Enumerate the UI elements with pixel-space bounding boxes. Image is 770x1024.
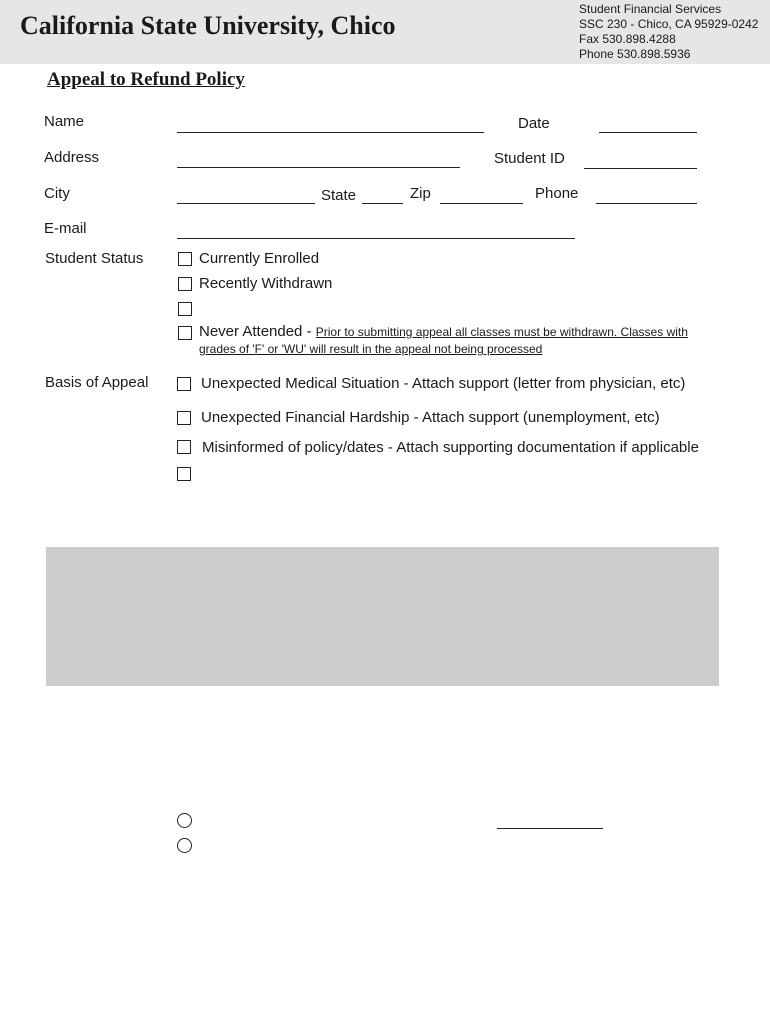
never-attended-label: Never Attended - xyxy=(199,323,312,340)
name-field[interactable] xyxy=(177,132,484,133)
office-address: SSC 230 - Chico, CA 95929-0242 xyxy=(579,17,759,31)
basis-of-appeal-label: Basis of Appeal xyxy=(45,374,149,391)
state-label: State xyxy=(321,187,357,204)
office-fax: Fax 530.898.4288 xyxy=(579,32,676,46)
medical-checkbox[interactable] xyxy=(177,377,191,391)
student-id-label: Student ID xyxy=(494,150,565,167)
letterhead xyxy=(0,0,770,64)
city-field[interactable] xyxy=(177,203,315,204)
phone-label: Phone xyxy=(535,185,579,202)
financial-hardship-checkbox[interactable] xyxy=(177,411,191,425)
never-attended-note-line-1: Prior to submitting appeal all classes must be withdrawn. Classes with xyxy=(315,325,688,339)
recently-withdrawn-label: Recently Withdrawn xyxy=(199,275,333,292)
zip-label: Zip xyxy=(410,185,431,202)
city-label: City xyxy=(44,185,70,202)
radio-option-2[interactable] xyxy=(177,838,192,853)
radio-option-1[interactable] xyxy=(177,813,192,828)
name-label: Name xyxy=(44,113,85,130)
state-field[interactable] xyxy=(362,203,403,204)
phone-field[interactable] xyxy=(596,203,697,204)
blank-status-checkbox[interactable] xyxy=(178,302,192,316)
medical-label: Unexpected Medical Situation - Attach support (letter from physician, etc) xyxy=(201,375,686,392)
office-name: Student Financial Services xyxy=(579,2,722,16)
date-label: Date xyxy=(518,115,550,132)
currently-enrolled-checkbox[interactable] xyxy=(178,252,192,266)
email-label: E-mail xyxy=(44,220,87,237)
recently-withdrawn-checkbox[interactable] xyxy=(178,277,192,291)
student-status-label: Student Status xyxy=(45,250,144,267)
university-name: California State University, Chico xyxy=(20,11,396,40)
misinformed-checkbox[interactable] xyxy=(177,440,191,454)
blank-basis-checkbox[interactable] xyxy=(177,467,191,481)
blank-line-field[interactable] xyxy=(497,828,603,829)
email-field[interactable] xyxy=(177,238,575,239)
student-id-field[interactable] xyxy=(584,168,697,169)
never-attended-note-line-2: grades of 'F' or 'WU' will result in the appeal not being processed xyxy=(199,342,543,356)
form-title: Appeal to Refund Policy xyxy=(47,69,245,90)
zip-field[interactable] xyxy=(440,203,523,204)
explanation-box[interactable] xyxy=(46,547,719,686)
never-attended-checkbox[interactable] xyxy=(178,326,192,340)
financial-hardship-label: Unexpected Financial Hardship - Attach support (unemployment, etc) xyxy=(201,409,660,426)
date-field[interactable] xyxy=(599,132,697,133)
office-phone: Phone 530.898.5936 xyxy=(579,47,691,61)
currently-enrolled-label: Currently Enrolled xyxy=(199,250,320,267)
office-contact xyxy=(579,2,758,62)
address-label: Address xyxy=(44,149,100,166)
never-attended-option xyxy=(199,323,688,340)
misinformed-label: Misinformed of policy/dates - Attach supporting documentation if applicable xyxy=(202,439,699,456)
address-field[interactable] xyxy=(177,167,460,168)
